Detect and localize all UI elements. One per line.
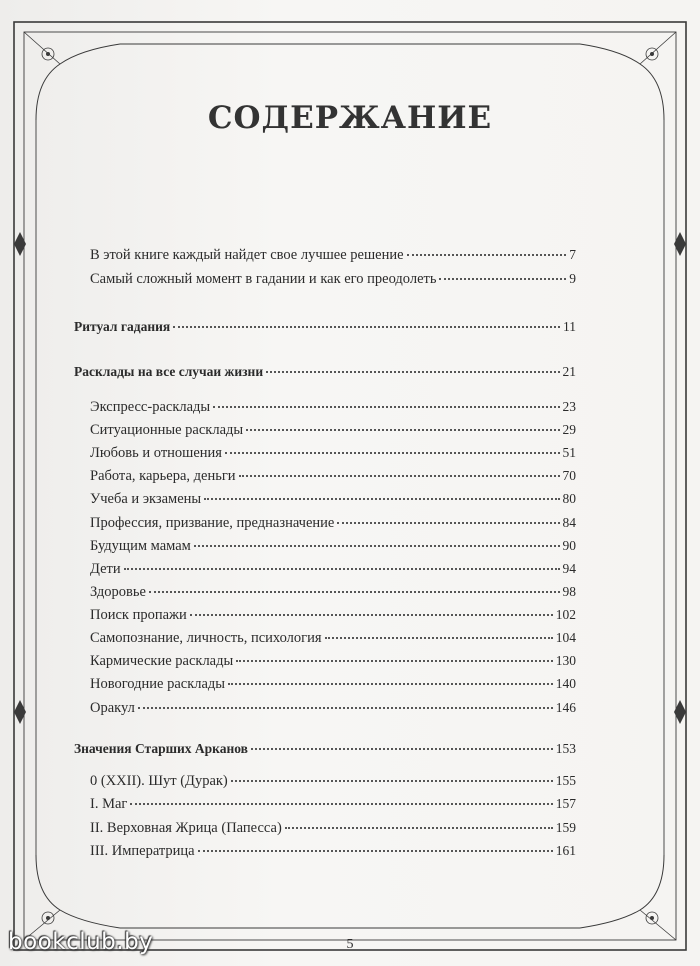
toc-entry [90,467,576,485]
toc-leader-dots [194,544,560,547]
toc-entry-page: 90 [562,538,576,553]
toc-entry-label: Ситуационные расклады [90,422,244,438]
toc-leader-dots [138,706,553,709]
toc-entry-label: Значения Старших Арканов [74,741,248,756]
toc-entry-label: Здоровье [90,584,146,600]
toc-entry-label: II. Верховная Жрица (Папесса) [90,820,282,836]
toc-entry-page: 159 [555,820,576,835]
toc-entry-label: Поиск пропажи [90,607,187,623]
toc-entry [90,772,576,790]
toc-entry-page: 130 [555,653,576,668]
watermark-text: bookclub.by [8,929,154,955]
toc-entry-label: Будущим мамам [90,538,191,554]
toc-leader-dots [285,826,553,829]
toc-entry-label: Самопознание, личность, психология [90,630,322,646]
toc-leader-dots [130,802,552,805]
toc-entry-page: 80 [562,491,576,506]
toc-leader-dots [213,405,559,408]
toc-entry [90,444,576,462]
toc-entry-page: 140 [555,676,576,691]
toc-entry-page: 9 [569,271,576,286]
toc-leader-dots [124,567,560,570]
toc-entry [90,699,576,717]
toc-entry-label: Кармические расклады [90,653,234,669]
toc-entry-label: Расклады на все случаи жизни [74,364,264,379]
toc-entry-label: Профессия, призвание, предназначение [90,515,335,531]
toc-leader-dots [149,590,560,593]
toc-entry [90,560,576,578]
toc-entry [90,675,576,693]
toc-entry-page: 146 [555,700,576,715]
toc-entry-page: 11 [563,319,576,334]
toc-leader-dots [407,253,567,256]
toc-entry-page: 153 [555,741,576,756]
toc-entry [90,514,576,532]
toc-leader-dots [228,682,553,685]
toc-entry-label: Любовь и отношения [90,445,222,461]
toc-entry-label: Экспресс-расклады [90,399,211,415]
toc-entry-label: Самый сложный момент в гадании и как его преодолеть [90,271,437,287]
toc-entry [74,740,576,758]
toc-leader-dots [198,849,553,852]
toc-leader-dots [173,325,560,328]
toc-entry-label: Новогодние расклады [90,676,226,692]
toc-entry-label: В этой книге каждый найдет свое лучшее решение [90,247,404,263]
toc-entry-page: 155 [555,773,576,788]
toc-entry [90,421,576,439]
toc-leader-dots [225,451,560,454]
toc-entry [90,583,576,601]
toc-entry-page: 29 [562,422,576,437]
page-number: 5 [346,937,354,952]
toc-leader-dots [204,497,559,500]
toc-entry-page: 104 [555,630,576,645]
toc-entry [90,795,576,813]
toc-entry-page: 157 [555,796,576,811]
toc-leader-dots [190,613,553,616]
toc-leader-dots [246,428,559,431]
page-title: СОДЕРЖАНИЕ [207,100,493,136]
toc-entry [90,842,576,860]
toc-entry-label: Учеба и экзамены [90,491,202,507]
toc-entry-page: 84 [562,515,576,530]
toc-leader-dots [251,747,553,750]
toc-entry [90,246,576,264]
toc-entry [74,318,576,336]
toc-entry [90,537,576,555]
toc-entry [90,652,576,670]
toc-entry [90,490,576,508]
toc-entry-label: 0 (XXII). Шут (Дурак) [90,773,228,789]
toc-entry [90,270,576,288]
toc-leader-dots [266,370,559,373]
toc-entry-page: 98 [562,584,576,599]
toc-entry [90,606,576,624]
toc-entry [90,629,576,647]
toc-leader-dots [236,659,553,662]
toc-entry-page: 51 [562,445,576,460]
toc-leader-dots [337,521,559,524]
toc-entry-label: III. Императрица [90,843,195,859]
toc-entry-page: 94 [562,561,576,576]
toc-entry-label: Дети [90,561,121,577]
toc-entry [90,819,576,837]
toc-entry-page: 7 [569,247,576,262]
toc-entry-label: I. Маг [90,796,128,812]
toc-entry [90,398,576,416]
toc-leader-dots [231,779,553,782]
toc-leader-dots [239,474,560,477]
toc-entry-page: 23 [562,399,576,414]
toc-entry [74,363,576,381]
toc-leader-dots [439,277,566,280]
toc-entry-page: 70 [562,468,576,483]
toc-leader-dots [325,636,553,639]
toc-entry-label: Работа, карьера, деньги [90,468,236,484]
toc-entry-label: Ритуал гадания [74,319,171,334]
toc-entry-page: 102 [555,607,576,622]
toc-entry-page: 21 [562,364,576,379]
toc-entry-page: 161 [555,843,576,858]
toc-entry-label: Оракул [90,700,135,716]
